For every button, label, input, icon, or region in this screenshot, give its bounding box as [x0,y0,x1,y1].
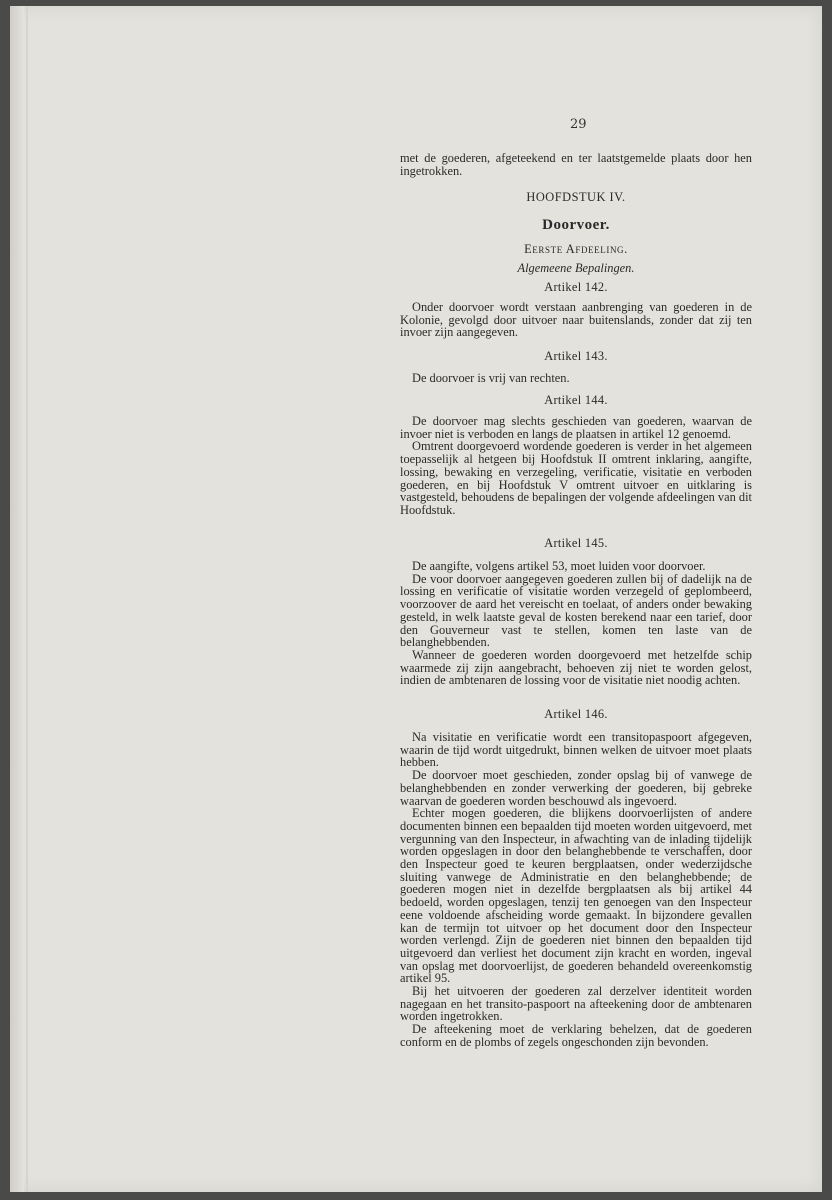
article-145-paragraph-3: Wanneer de goederen worden doorgevoerd met hetzelfde schip waarmede zij zijn aangebracht, behoeven zij niet te worden gelost, indien de ambtenaren de lossing voor de visitatie niet noodig achten. [400,647,752,688]
article-145-paragraph-2: De voor doorvoer aangegeven goederen zullen bij of dadelijk na de lossing en verificatie of visitatie worden verzegeld of geplombeerd, voorzoover de aard het vereischt en toelaat, of anders onder bewaking gesteld, in welk laatste geval de kosten berekend naar een tarief, door den Gouverneur vast te stellen, komen ten laste van de belanghebbenden. [400,571,752,650]
article-142-paragraph: Onder doorvoer wordt verstaan aanbrenging van goederen in de Kolonie, gevolgd door uitvoer naar buitenslands, zonder dat zij ten invoer zijn aangegeven. [400,300,752,340]
chapter-title: Doorvoer. [542,217,610,233]
article-144-paragraph-2: Omtrent doorgevoerd wordende goederen is verder in het algemeen toepasselijk al hetgeen bij Hoofdstuk II omtrent inklaring, aangifte, lossing, bewaking en verzegeling, verificatie, visitatie en verboden goederen, en bij Hoofdstuk V omtrent uitvoer en uitklaring is vastgesteld, behoudens de bepalingen der volgende afdeelingen van dit Hoofdstuk. [400,439,752,517]
article-144-paragraph-1: De doorvoer mag slechts geschieden van goederen, waarvan de invoer niet is verboden en langs de plaatsen in artikel 12 genoemd. [400,414,752,441]
article-146-paragraph-5: De afteekening moet de verklaring behelzen, dat de goederen conform en de plombs of zegels ongeschonden zijn bevonden. [400,1022,752,1049]
article-142-heading: Artikel 142. [544,280,608,294]
article-146-paragraph-3: Echter mogen goederen, die blijkens doorvoerlijsten of andere documenten binnen een bepaalden tijd moeten worden uitgevoerd, met vergunning van den Inspecteur, in afwachting van de inlading tijdelijk worden opgeslagen in door den belanghebbende te verschaffen, door den Inspecteur goed te keuren bergplaatsen, onder wederzijdsche sluiting vanwege de Administratie en den belanghebbende; de goederen mogen niet in dezelfde bergplaatsen als bij artikel 44 bedoeld, worden opgeslagen, tenzij ten genoegen van den Inspecteur eene voldoende afscheiding worde gemaakt. In bijzondere gevallen kan de termijn tot uitvoer op het document door den Inspecteur worden verlengd. Zijn de goederen niet binnen den bepaalden tijd uitgevoerd dan verliest het document zijn kracht en worden, ingeval van opslag met doorvoerlijst, de goederen behandeld overeenkomstig artikel 95. [400,806,752,986]
page-number: 29 [570,117,587,132]
page-fold [26,6,28,1192]
article-146-paragraph-4: Bij het uitvoeren der goederen zal derzelver identiteit worden nagegaan en het transito-paspoort na afteekening door de ambtenaren worden ingetrokken. [400,984,752,1024]
article-146-paragraph-1: Na visitatie en verificatie wordt een transitopaspoort afgegeven, waarin de tijd wordt uitgedrukt, binnen welken de uitvoer moet plaats hebben. [400,730,752,770]
page-edge [10,6,24,1192]
article-144-heading: Artikel 144. [544,393,608,407]
article-145-paragraph-1: De aangifte, volgens artikel 53, moet luiden voor doorvoer. [412,559,706,573]
article-146-heading: Artikel 146. [544,707,608,721]
article-145-heading: Artikel 145. [544,536,608,550]
article-143-heading: Artikel 143. [544,349,608,363]
intro-paragraph: met de goederen, afgeteekend en ter laatstgemelde plaats door hen ingetrokken. [400,151,752,178]
article-146-paragraph-2: De doorvoer moet geschieden, zonder opslag bij of vanwege de belanghebbenden en zonder verwerking der goederen, bij gebreke waarvan de goederen worden beschouwd als ingevoerd. [400,768,752,808]
chapter-heading: HOOFDSTUK IV. [526,190,626,204]
section-subtitle: Algemeene Bepalingen. [517,261,635,275]
article-143-paragraph: De doorvoer is vrij van rechten. [412,371,570,385]
section-heading: Eerste Afdeeling. [524,242,628,256]
